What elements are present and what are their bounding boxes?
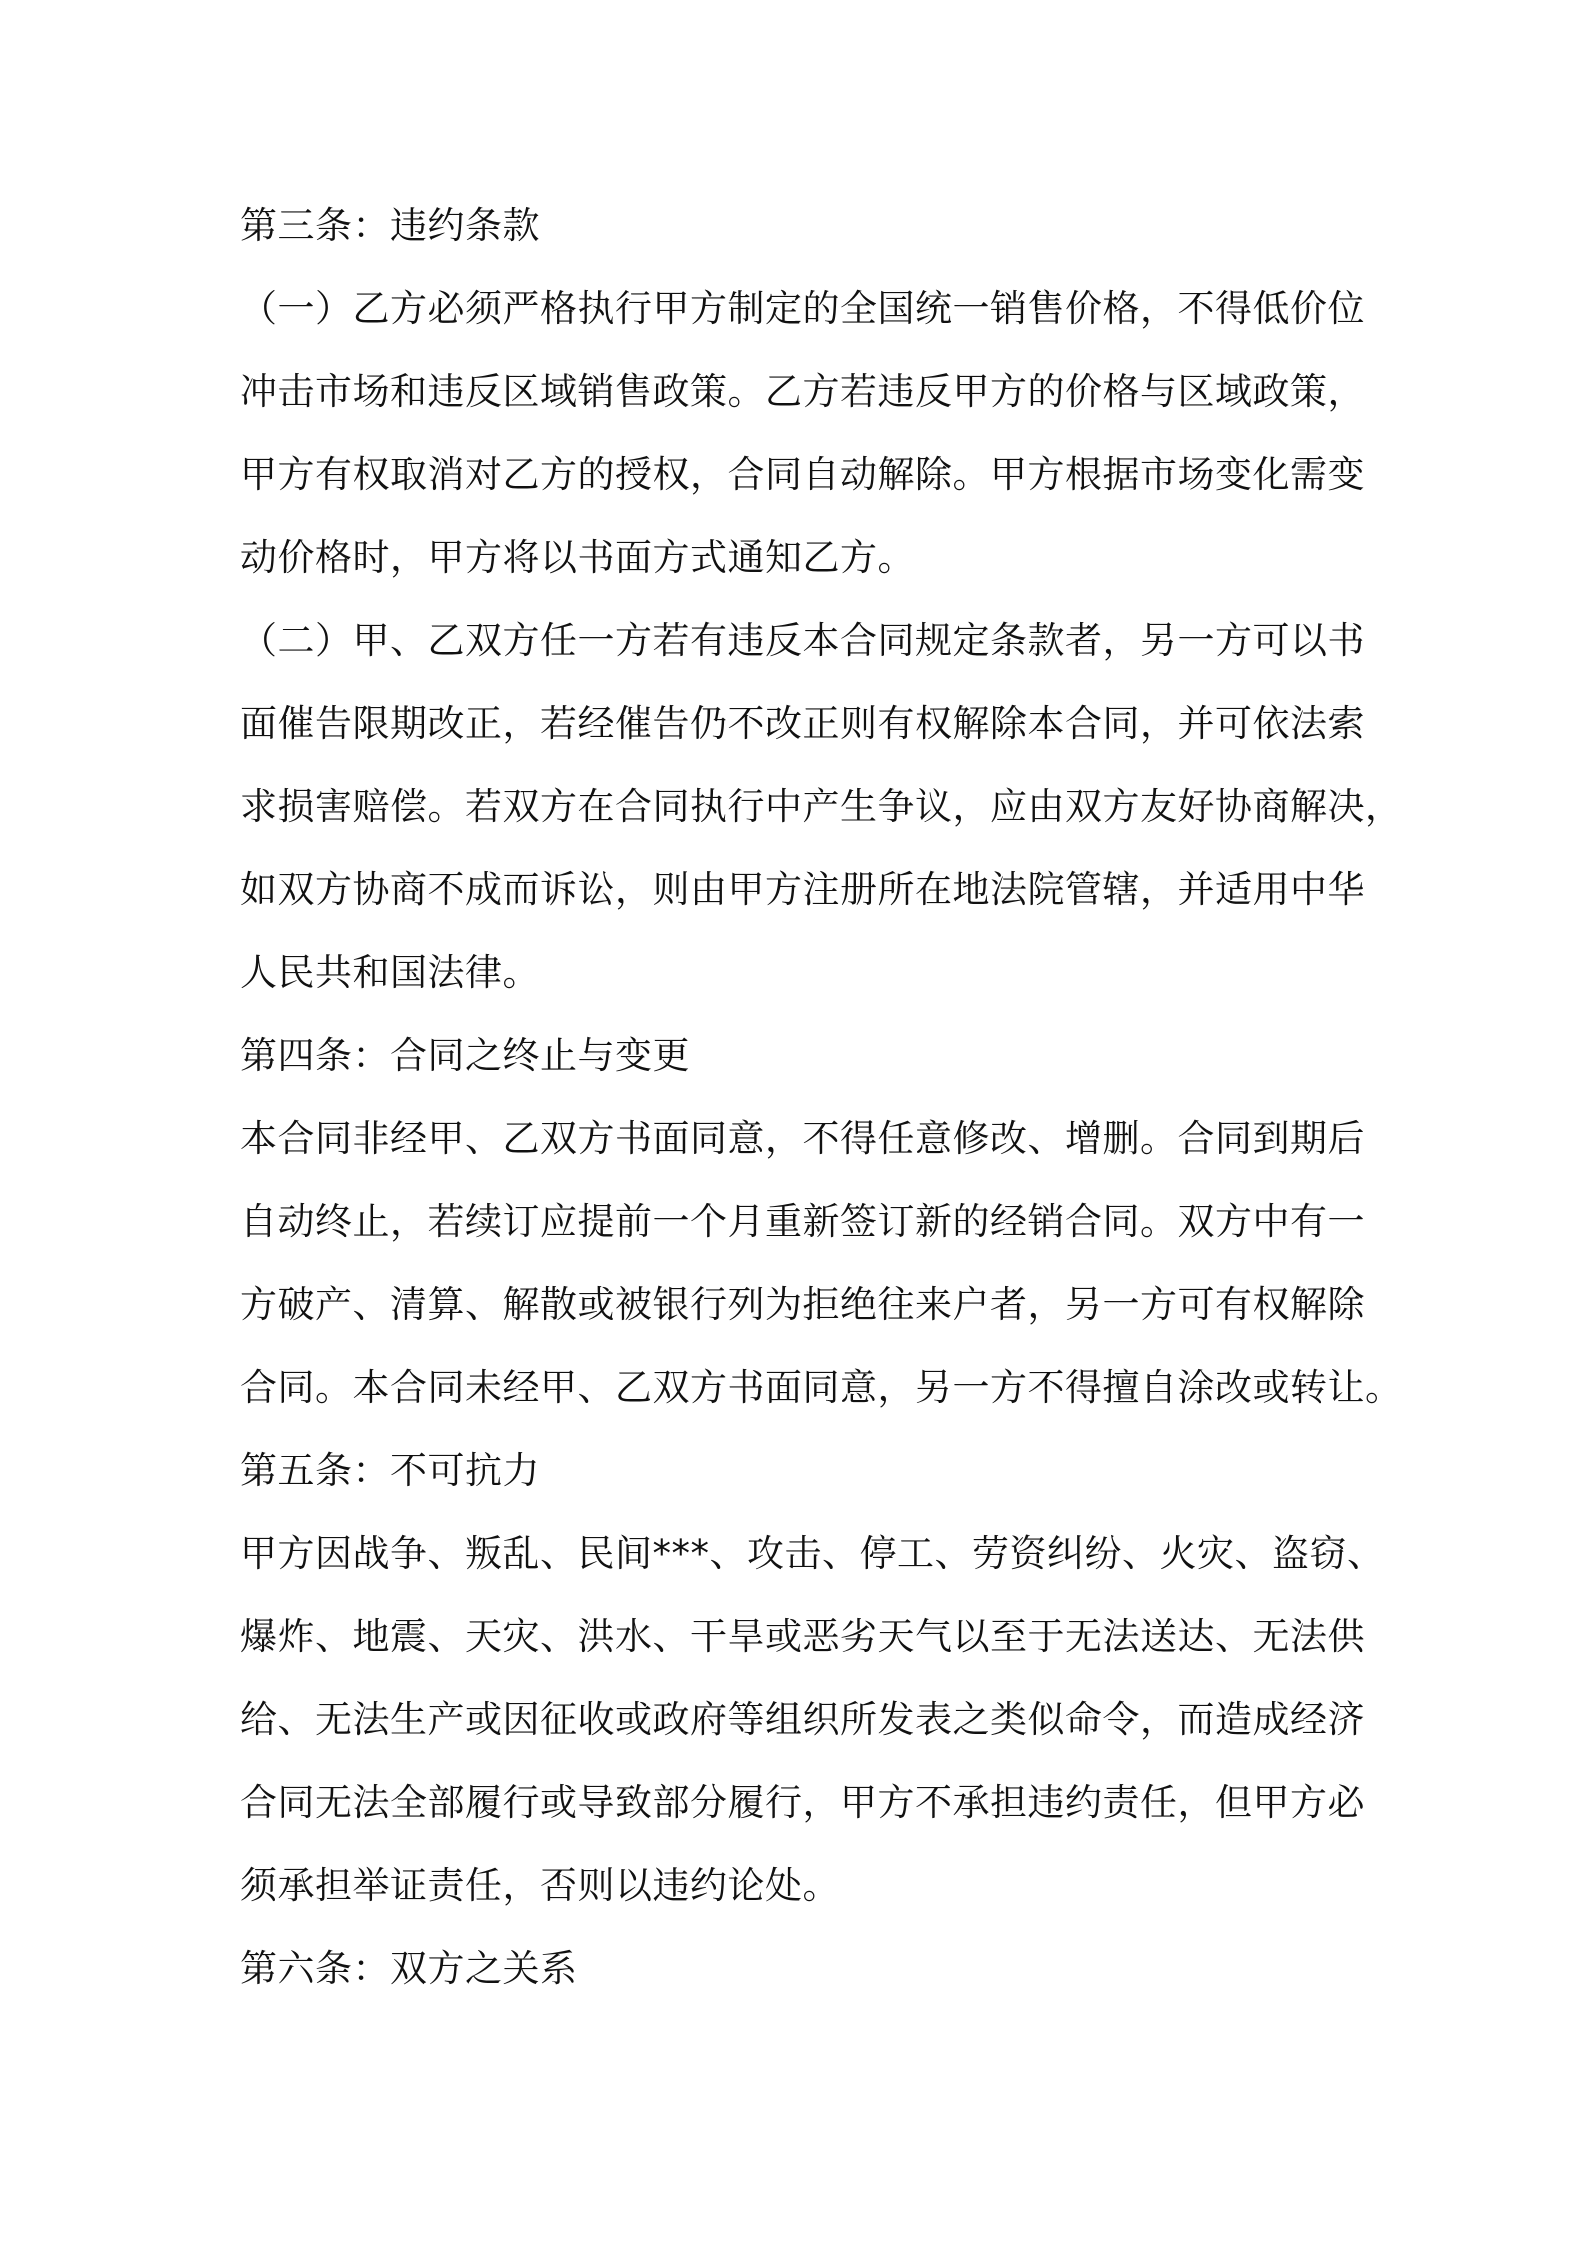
- paragraph-line: 求损害赔偿。若双方在合同执行中产生争议，应由双方友好协商解决，: [240, 785, 1403, 828]
- heading-article-3: 第三条：违约条款: [240, 204, 540, 247]
- heading-article-5: 第五条：不可抗力: [240, 1449, 540, 1492]
- heading-article-4: 第四条：合同之终止与变更: [240, 1034, 690, 1077]
- paragraph-line: 如双方协商不成而诉讼，则由甲方注册所在地法院管辖，并适用中华: [240, 868, 1365, 911]
- paragraph-line: 冲击市场和违反区域销售政策。乙方若违反甲方的价格与区域政策，: [240, 370, 1365, 413]
- paragraph-line: 合同无法全部履行或导致部分履行，甲方不承担违约责任，但甲方必: [240, 1781, 1365, 1824]
- paragraph-line: 本合同非经甲、乙双方书面同意，不得任意修改、增删。合同到期后: [240, 1117, 1365, 1160]
- paragraph-line: （一）乙方必须严格执行甲方制定的全国统一销售价格，不得低价位: [240, 287, 1365, 330]
- paragraph-line: 爆炸、地震、天灾、洪水、干旱或恶劣天气以至于无法送达、无法供: [240, 1615, 1365, 1658]
- paragraph-line: 甲方有权取消对乙方的授权，合同自动解除。甲方根据市场变化需变: [240, 453, 1365, 496]
- heading-article-6: 第六条：双方之关系: [240, 1947, 578, 1990]
- paragraph-line: 自动终止，若续订应提前一个月重新签订新的经销合同。双方中有一: [240, 1200, 1365, 1243]
- paragraph-line: 面催告限期改正，若经催告仍不改正则有权解除本合同，并可依法索: [240, 702, 1365, 745]
- paragraph-line: 给、无法生产或因征收或政府等组织所发表之类似命令，而造成经济: [240, 1698, 1365, 1741]
- paragraph-line: （二）甲、乙双方任一方若有违反本合同规定条款者，另一方可以书: [240, 619, 1365, 662]
- paragraph-line: 动价格时，甲方将以书面方式通知乙方。: [240, 536, 915, 579]
- paragraph-line: 人民共和国法律。: [240, 951, 540, 994]
- paragraph-line: 合同。本合同未经甲、乙双方书面同意，另一方不得擅自涂改或转让。: [240, 1366, 1403, 1409]
- paragraph-line: 甲方因战争、叛乱、民间***、攻击、停工、劳资纠纷、火灾、盗窃、: [240, 1532, 1385, 1575]
- paragraph-line: 方破产、清算、解散或被银行列为拒绝往来户者，另一方可有权解除: [240, 1283, 1365, 1326]
- paragraph-line: 须承担举证责任，否则以违约论处。: [240, 1864, 840, 1907]
